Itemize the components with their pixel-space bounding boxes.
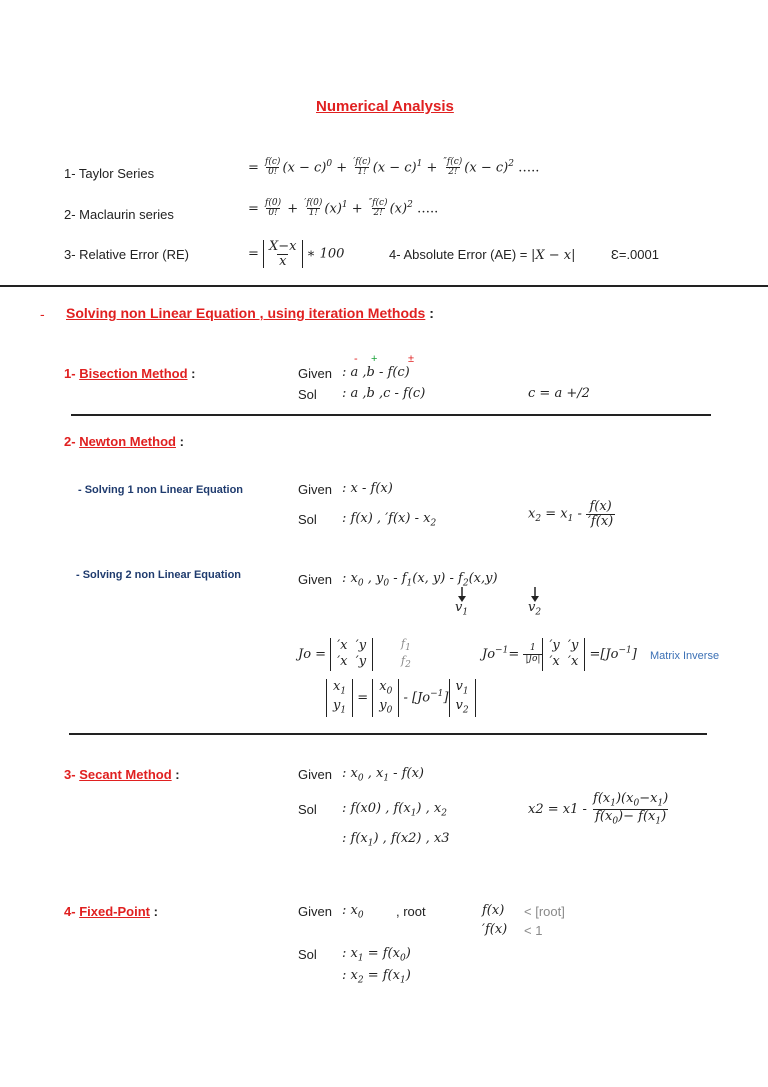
sign-plus: + bbox=[371, 353, 378, 365]
section-heading-text: Solving non Linear Equation , using iteration Methods bbox=[66, 305, 426, 321]
bisection-name: Bisection Method bbox=[79, 366, 188, 381]
section-dash: - bbox=[40, 306, 45, 322]
fixed-point-root: , root bbox=[396, 904, 426, 919]
newton-heading bbox=[64, 434, 184, 449]
relative-error-label: 3- Relative Error (RE) bbox=[64, 247, 189, 262]
sign-minus: - bbox=[354, 353, 358, 365]
newton-given-2: : $x_0$ , $y_0 - f_1(x$, $y) - f_2(x,y)$ bbox=[342, 571, 498, 589]
taylor-series-formula: = $\frac{f(c)}{0!}$ $(x - c)^0$ + $\frac{'f(c)}{1!}$ $(x - c)^1$ + $\frac{''f(c)}{2!}$ $(x - c)^2$ ….. bbox=[248, 157, 540, 178]
fixed-point-cond-one: < 1 bbox=[524, 923, 543, 938]
v1-label: $v_1$ bbox=[455, 600, 469, 618]
newton-sol-label-1: Sol bbox=[298, 512, 317, 527]
newton-number: 2- bbox=[64, 434, 76, 449]
secant-number: 3- bbox=[64, 767, 76, 782]
secant-update-formula: x2 = x1 - $\frac{f(x_1)(x_0-x_1)}{f(x_0)- f(x_1)}$ bbox=[528, 791, 669, 827]
bisection-number: 1- bbox=[64, 366, 76, 381]
newton-sub1: - Solving 1 non Linear Equation bbox=[78, 484, 244, 496]
fixed-point-sol-label: Sol bbox=[298, 947, 317, 962]
secant-sol-label: Sol bbox=[298, 802, 317, 817]
secant-sol-2: : $f(x_1)$ , f(x2) , x3 bbox=[342, 831, 450, 849]
newton-update-formula: $x_2 = x_1$ - $\frac{f(x)}{'f(x)}$ bbox=[528, 499, 614, 529]
sign-plus-minus: ± bbox=[408, 353, 415, 365]
secant-name: Secant Method bbox=[79, 767, 172, 782]
bisection-sol: : a ,b ,c - f(c) bbox=[342, 386, 426, 401]
fixed-point-name: Fixed-Point bbox=[79, 904, 150, 919]
fixed-point-sol-2: : $x_2 = f(x_1)$ bbox=[342, 968, 411, 986]
jacobian-matrix: Jo = ′x ′y ′x ′y bbox=[298, 638, 373, 671]
newton-matrix-update: $x_1$ $y_1$ = $x_0$ $y_0$ - $[Jo^{-1}]$ $v_1$ $v_2$ bbox=[326, 679, 476, 717]
jacobian-inverse-formula: $Jo^{-1}=$ $\frac{1}{|Jo|}$ ′y ′y ′x ′x $=[Jo^{-1}]$ bbox=[482, 638, 637, 670]
taylor-series-label: 1- Taylor Series bbox=[64, 166, 155, 181]
secant-heading bbox=[64, 767, 180, 782]
epsilon-value: Ɛ=.0001 bbox=[611, 247, 659, 262]
absolute-error-label: 4- Absolute Error (AE) = bbox=[389, 247, 528, 262]
fixed-point-given: : $x_0$ bbox=[342, 903, 364, 921]
divider-2 bbox=[69, 733, 707, 735]
matrix-inverse-note: Matrix Inverse bbox=[650, 650, 720, 662]
fixed-point-cond-root: < [root] bbox=[524, 904, 565, 919]
newton-name: Newton Method bbox=[79, 434, 176, 449]
bisection-heading bbox=[64, 366, 196, 381]
absolute-error-formula: 4- Absolute Error (AE) = |X − x| bbox=[389, 247, 576, 263]
v2-label: $v_2$ bbox=[528, 600, 542, 618]
fixed-point-heading bbox=[64, 904, 158, 919]
secant-given-label: Given bbox=[298, 767, 332, 782]
bisection-given: : a ,b - f(c) bbox=[342, 365, 410, 380]
bisection-sol-label: Sol bbox=[298, 387, 317, 402]
newton-given-label-1: Given bbox=[298, 482, 332, 497]
maclaurin-series-formula: = $\frac{f(0)}{0!}$ + $\frac{'f(0)}{1!}$ $(x)^1$ + $\frac{''f(c)}{2!}$ $(x)^2$ ….. bbox=[248, 198, 439, 219]
fixed-point-dfx: ′f(x) bbox=[482, 922, 508, 937]
fixed-point-sol-1: : $x_1 = f(x_0)$ bbox=[342, 946, 411, 964]
maclaurin-series-label: 2- Maclaurin series bbox=[64, 207, 174, 222]
newton-colon: : bbox=[179, 434, 184, 449]
page-title: Numerical Analysis bbox=[316, 98, 454, 115]
relative-error-formula: = $\frac{X-x}{x}$ ∗ 100 bbox=[248, 239, 345, 269]
section-heading bbox=[66, 305, 434, 321]
bisection-colon: : bbox=[191, 366, 196, 381]
fixed-point-fx: f(x) bbox=[482, 903, 505, 918]
bisection-given-label: Given bbox=[298, 366, 332, 381]
bisection-midpoint-formula: c = a +/2 bbox=[528, 386, 590, 401]
section-divider bbox=[0, 285, 768, 287]
newton-sol-1: : f(x) , $'f(x) - x_2$ bbox=[342, 511, 437, 529]
secant-colon: : bbox=[175, 767, 180, 782]
fixed-point-given-label: Given bbox=[298, 904, 332, 919]
newton-given-1: : x - f(x) bbox=[342, 481, 393, 496]
fixed-point-colon: : bbox=[153, 904, 158, 919]
section-heading-colon: : bbox=[429, 305, 434, 321]
secant-given: : $x_0$ , $x_1 - f(x)$ bbox=[342, 766, 424, 784]
secant-sol-1: : f(x0) , $f(x_1)$ , $x_2$ bbox=[342, 801, 447, 819]
divider-1 bbox=[71, 414, 711, 416]
fixed-point-number: 4- bbox=[64, 904, 76, 919]
jacobian-function-labels: $f_1$ $f_2$ bbox=[401, 637, 411, 671]
newton-sub2: - Solving 2 non Linear Equation bbox=[76, 569, 242, 581]
newton-given-label-2: Given bbox=[298, 572, 332, 587]
